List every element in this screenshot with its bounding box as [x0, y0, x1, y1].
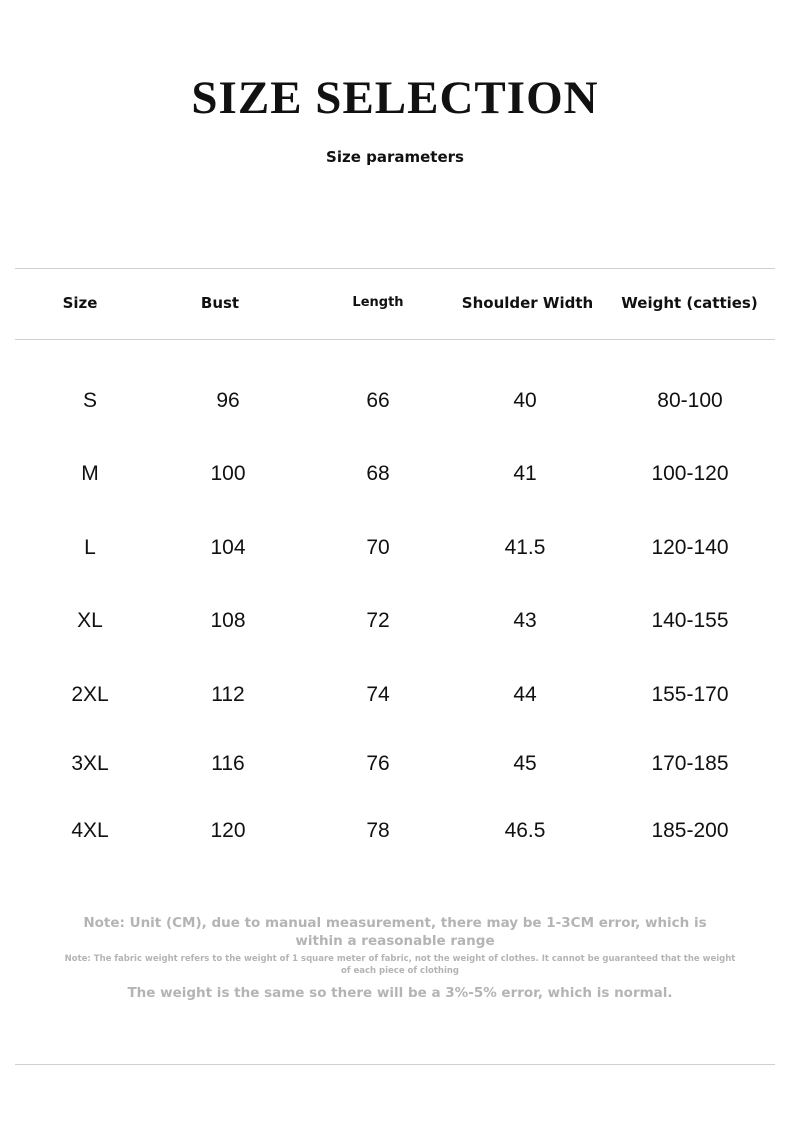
page-title: SIZE SELECTION — [191, 72, 599, 124]
cell-size: 4XL — [71, 819, 109, 842]
table-header — [0, 290, 790, 316]
table-row — [0, 606, 790, 636]
cell-shoulder-width: 45 — [513, 752, 537, 775]
table-row — [0, 386, 790, 416]
header-bust: Bust — [200, 294, 240, 312]
cell-size: S — [82, 389, 97, 412]
cell-shoulder-width: 44 — [513, 683, 537, 706]
table-row — [0, 749, 790, 779]
cell-bust: 104 — [210, 536, 246, 559]
cell-shoulder-width: 41.5 — [504, 536, 546, 559]
table-row — [0, 816, 790, 846]
cell-bust: 96 — [216, 389, 240, 412]
cell-bust: 116 — [211, 752, 245, 775]
weight-error-note: The weight is the same so there will be a 3%-5% error, which is normal. — [127, 985, 673, 1001]
cell-bust: 108 — [210, 609, 246, 632]
header-length: Length — [352, 295, 404, 310]
cell-bust: 100 — [210, 462, 246, 485]
cell-length: 74 — [366, 683, 390, 706]
cell-length: 72 — [366, 609, 390, 632]
cell-weight: 120-140 — [651, 536, 729, 559]
cell-length: 78 — [366, 819, 390, 842]
cell-bust: 120 — [210, 819, 246, 842]
header-size: Size — [62, 294, 98, 312]
cell-length: 66 — [366, 389, 390, 412]
fabric-weight-note: Note: The fabric weight refers to the weight of 1 square meter of fabric, not the weight of clothes. It cannot be guaranteed that the weight of each piece of clothing — [64, 954, 736, 976]
table-row — [0, 459, 790, 489]
header-top-divider — [15, 268, 775, 269]
cell-size: 3XL — [71, 752, 109, 775]
cell-shoulder-width: 46.5 — [504, 819, 546, 842]
header-weight: Weight (catties) — [621, 294, 758, 312]
measurement-note: Note: Unit (CM), due to manual measurement, there may be 1-3CM error, which is within a reasonable range — [83, 915, 707, 949]
cell-weight: 100-120 — [651, 462, 729, 485]
cell-weight: 80-100 — [657, 389, 723, 412]
cell-size: L — [84, 536, 96, 559]
cell-size: 2XL — [71, 683, 109, 706]
cell-weight: 155-170 — [651, 683, 729, 706]
table-row — [0, 680, 790, 710]
cell-length: 70 — [366, 536, 390, 559]
header-bottom-divider — [15, 339, 775, 340]
cell-weight: 170-185 — [651, 752, 729, 775]
cell-shoulder-width: 43 — [513, 609, 537, 632]
cell-length: 76 — [366, 752, 390, 775]
cell-bust: 112 — [211, 683, 245, 706]
page-subtitle: Size parameters — [326, 148, 464, 166]
header-shoulder-width: Shoulder Width — [461, 294, 594, 312]
cell-weight: 185-200 — [651, 819, 729, 842]
cell-size: M — [81, 462, 99, 485]
table-row — [0, 533, 790, 563]
footer-divider — [15, 1064, 775, 1065]
cell-length: 68 — [366, 462, 390, 485]
cell-shoulder-width: 40 — [513, 389, 537, 412]
cell-shoulder-width: 41 — [513, 462, 537, 485]
cell-size: XL — [77, 609, 103, 632]
cell-weight: 140-155 — [651, 609, 729, 632]
